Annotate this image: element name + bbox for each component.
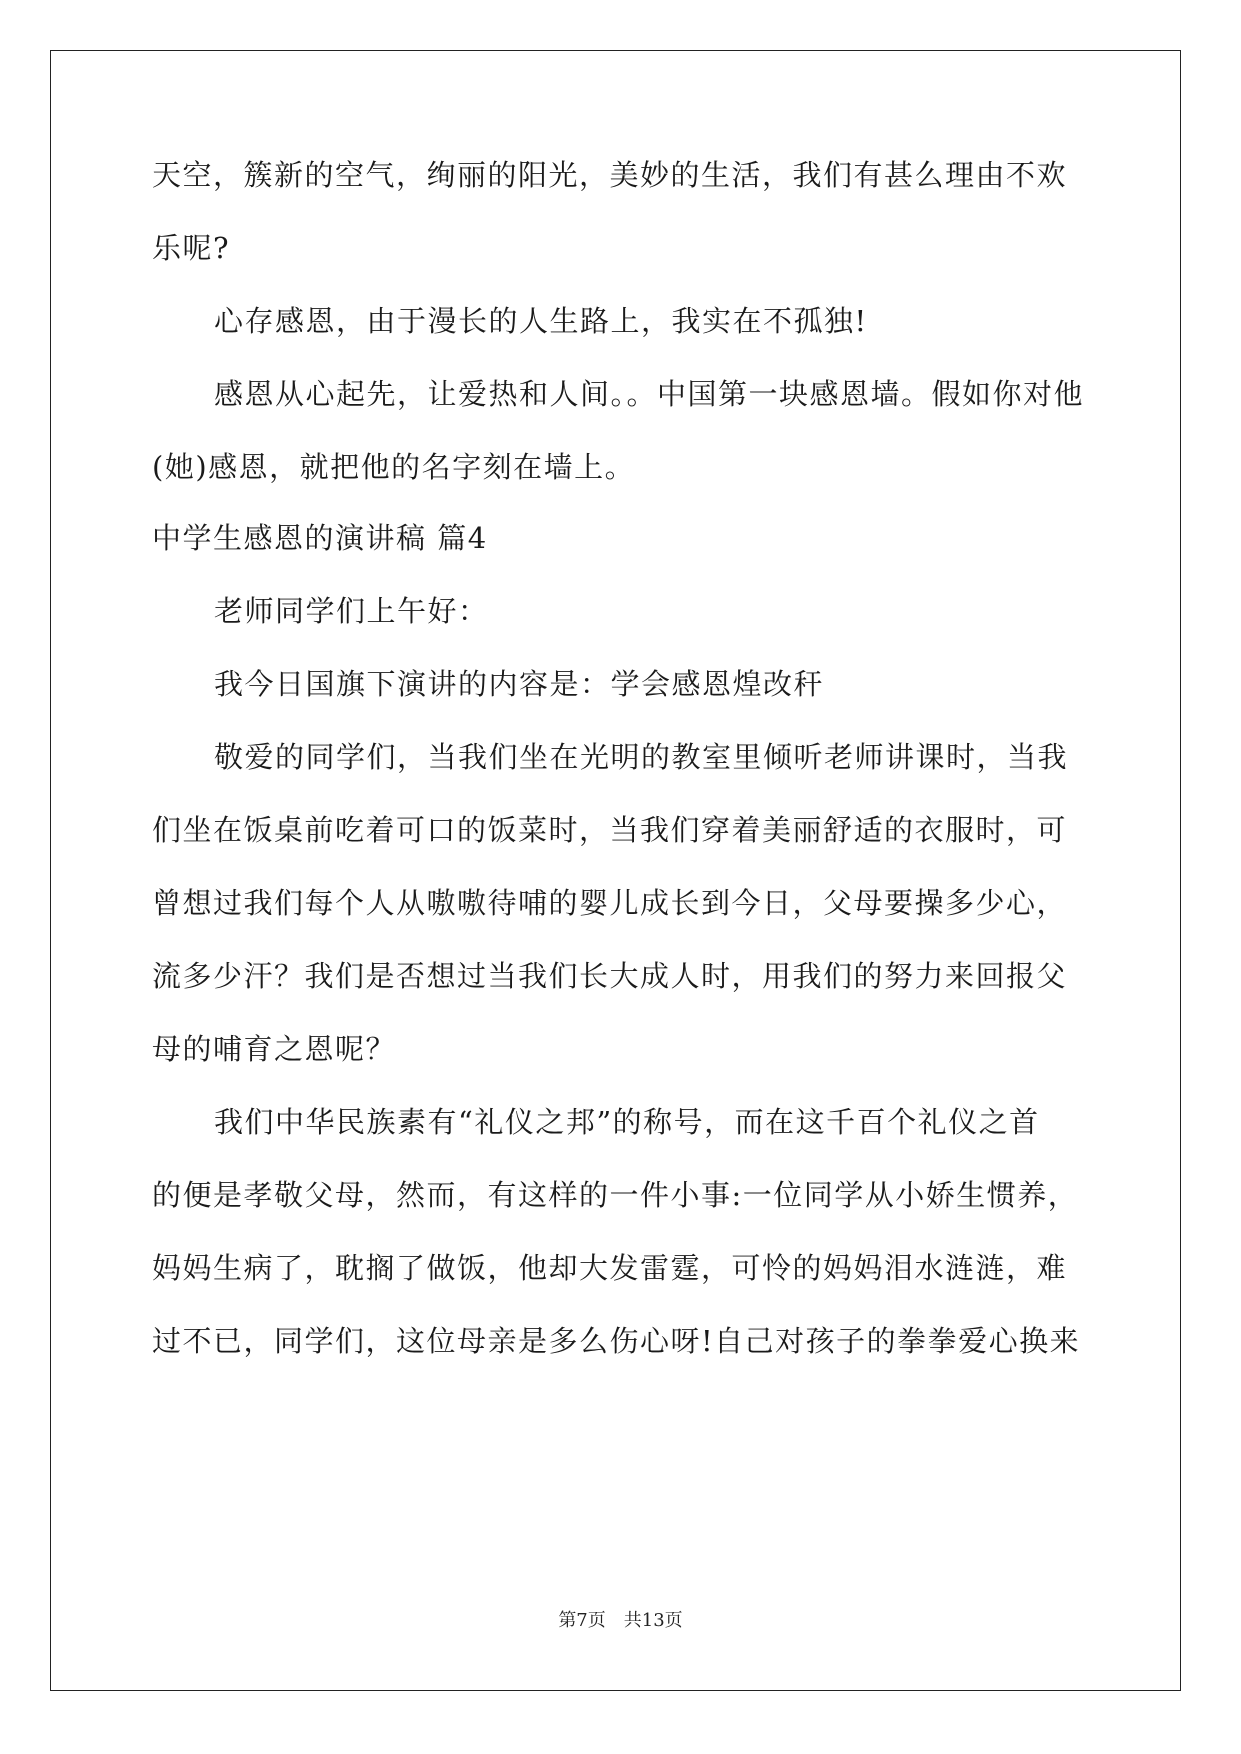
paragraph-start: 老师同学们上午好： <box>214 594 489 628</box>
paragraph-start: 我们中华民族素有“礼仪之邦”的称号，而在这千百个礼仪之首 <box>214 1105 1040 1139</box>
text-line: 过不已，同学们，这位母亲是多么伤心呀!自己对孩子的拳拳爱心换来 <box>152 1324 1081 1358</box>
text-line: 乐呢? <box>152 231 231 265</box>
text-line: 天空，簇新的空气，绚丽的阳光，美妙的生活，我们有甚么理由不欢 <box>152 158 1068 192</box>
text-line: 妈妈生病了，耽搁了做饭，他却大发雷霆，可怜的妈妈泪水涟涟，难 <box>152 1251 1068 1285</box>
text-line: (她)感恩，就把他的名字刻在墙上。 <box>152 450 636 484</box>
text-line: 曾想过我们每个人从嗷嗷待哺的婴儿成长到今日，父母要操多少心， <box>152 886 1068 920</box>
paragraph-start: 心存感恩，由于漫长的人生路上，我实在不孤独! <box>214 304 868 338</box>
paragraph-start: 我今日国旗下演讲的内容是：学会感恩煌改秆 <box>214 667 825 701</box>
page-number: 第7页 共13页 <box>558 1610 683 1631</box>
text-line: 们坐在饭桌前吃着可口的饭菜时，当我们穿着美丽舒适的衣服时，可 <box>152 813 1068 847</box>
section-heading: 中学生感恩的演讲稿 篇4 <box>152 521 488 555</box>
text-line: 的便是孝敬父母，然而，有这样的一件小事:一位同学从小娇生惯养， <box>152 1178 1079 1212</box>
paragraph-start: 感恩从心起先，让爱热和人间。。中国第一块感恩墙。假如你对他 <box>214 377 1085 411</box>
text-line: 流多少汗？我们是否想过当我们长大成人时，用我们的努力来回报父 <box>152 959 1068 993</box>
paragraph-start: 敬爱的同学们，当我们坐在光明的教室里倾听老师讲课时，当我 <box>214 740 1069 774</box>
text-line: 母的哺育之恩呢？ <box>152 1032 397 1066</box>
page-border <box>50 50 1181 1691</box>
